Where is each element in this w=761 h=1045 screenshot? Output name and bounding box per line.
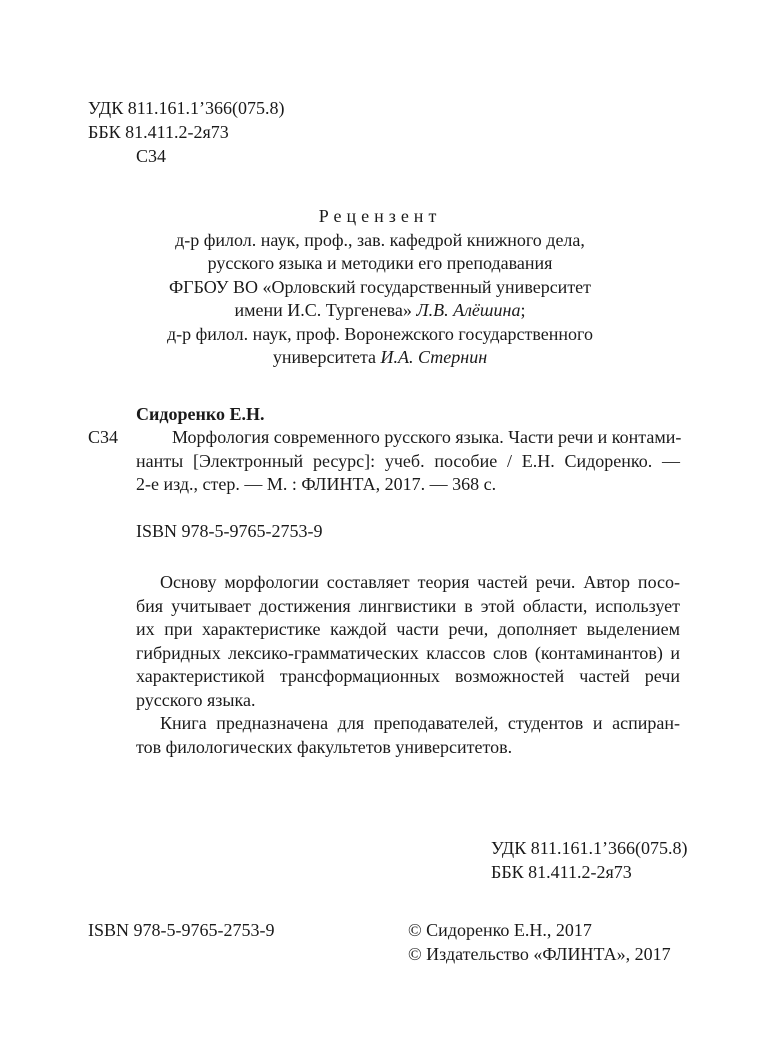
footer-isbn: ISBN 978-5-9765-2753-9 — [88, 920, 275, 940]
bib-code: С34 — [88, 427, 119, 447]
reviewer-line: д-р филол. наук, проф., зав. кафедрой книжного дела, — [175, 229, 585, 250]
annotation — [136, 571, 680, 759]
udk-code: УДК 811.161.1’366(075.8) — [88, 98, 285, 118]
isbn: ISBN 978-5-9765-2753-9 — [136, 521, 323, 541]
reviewers-heading: Рецензент — [318, 206, 442, 226]
reviewer-separator: ; — [520, 300, 526, 320]
reviewer-line: ФГБОУ ВО «Орловский государственный университет — [168, 276, 592, 297]
bib-line: нанты [Электронный ресурс]: учеб. пособие / Е.Н. Сидоренко. — — [136, 450, 680, 471]
author-mark: С34 — [136, 146, 167, 166]
annotation-line: русского языка. — [136, 689, 256, 710]
footer-udk: УДК 811.161.1’366(075.8) — [491, 838, 688, 858]
bib-line: Морфология современного русского языка. Части речи и контами- — [172, 427, 682, 447]
annotation-line: Основу морфологии составляет теория частей речи. Автор посо- — [160, 572, 680, 592]
reviewer-line: д-р филол. наук, проф. Воронежского государственного — [166, 323, 593, 344]
bib-line: 2-е изд., стер. — М. : ФЛИНТА, 2017. — 368 с. — [136, 474, 497, 494]
reviewer-line: русского языка и методики его преподавания — [207, 253, 553, 273]
annotation-line: бия учитывает достижения лингвистики в этой области, использует — [136, 595, 680, 616]
annotation-line: Книга предназначена для преподавателей, студентов и аспиран- — [160, 713, 680, 733]
reviewer-line — [120, 299, 640, 323]
annotation-line: их при характеристике каждой части речи, дополняет выделением — [136, 619, 680, 639]
reviewer-name: Л.В. Алёшина — [416, 300, 521, 320]
annotation-line: гибридных лексико-грамматических классов слов (контаминантов) и — [136, 642, 680, 663]
annotation-line: тов филологических факультетов университетов. — [136, 736, 513, 757]
copyright-publisher: © Издательство «ФЛИНТА», 2017 — [408, 944, 671, 964]
reviewers-block — [120, 205, 640, 370]
reviewer-affiliation: имени И.С. Тургенева» — [234, 300, 412, 320]
bbk-code: ББК 81.411.2-2я73 — [88, 122, 229, 142]
bibliographic-record — [88, 426, 680, 497]
reviewer-line — [120, 346, 640, 370]
annotation-line: характеристикой трансформационных возможностей частей речи — [136, 666, 680, 686]
reviewer-name: И.А. Стернин — [380, 347, 488, 367]
bib-author: Сидоренко Е.Н. — [136, 404, 265, 424]
footer-bbk: ББК 81.411.2-2я73 — [491, 862, 632, 882]
copyright-author: © Сидоренко Е.Н., 2017 — [408, 920, 592, 940]
reviewer-affiliation: университета — [272, 347, 377, 367]
